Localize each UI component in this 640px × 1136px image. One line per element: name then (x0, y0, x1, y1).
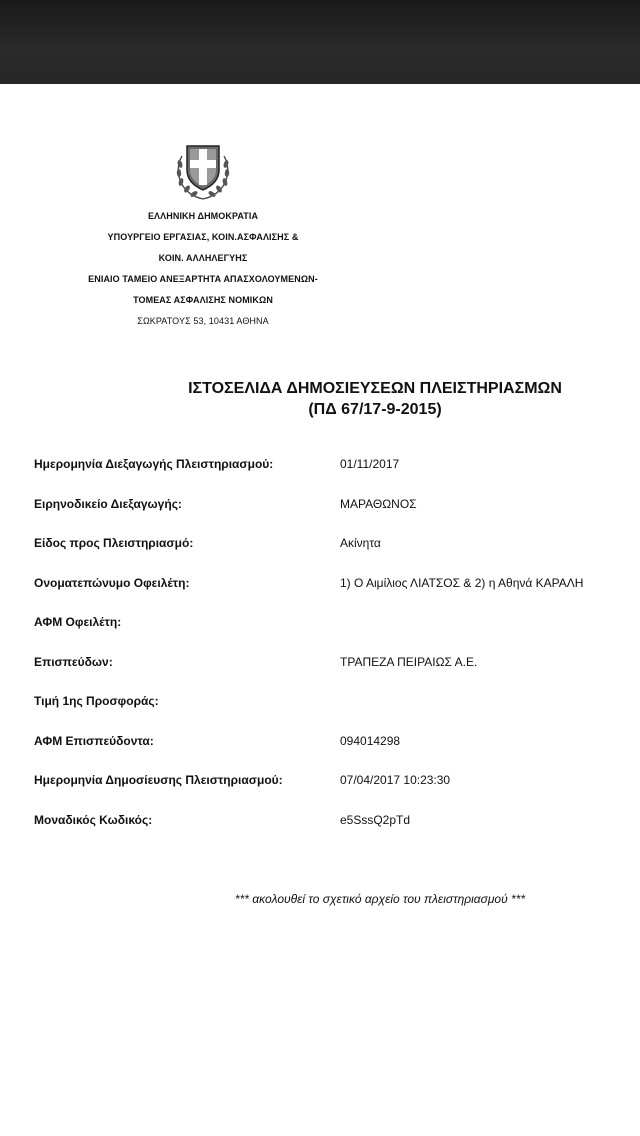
detail-row (34, 493, 624, 533)
detail-value: 1) Ο Αιμίλιος ΛΙΑΤΣΟΣ & 2) η Αθηνά ΚΑΡΑΛΗ (340, 575, 584, 590)
page-title (150, 378, 600, 420)
detail-value: Ακίνητα (340, 536, 381, 550)
detail-row (34, 769, 624, 809)
agency-line: ΕΛΛΗΝΙΚΗ ΔΗΜΟΚΡΑΤΙΑ (147, 211, 259, 221)
detail-value: 094014298 (340, 733, 401, 748)
agency-line: ΚΟΙΝ. ΑΛΛΗΛΕΓΥΗΣ (158, 253, 248, 263)
auction-details (34, 453, 624, 848)
detail-label: Μοναδικός Κωδικός: (34, 812, 153, 827)
agency-header (80, 206, 326, 332)
footer-note: *** ακολουθεί το σχετικό αρχείο του πλειστηριασμού *** (234, 892, 526, 906)
detail-label: Επισπεύδων: (34, 654, 113, 669)
detail-row (34, 611, 624, 651)
detail-label: Είδος προς Πλειστηριασμό: (34, 536, 194, 550)
document-page (0, 84, 640, 1136)
detail-row (34, 453, 624, 493)
agency-address: ΣΩΚΡΑΤΟΥΣ 53, 10431 ΑΘΗΝΑ (137, 316, 269, 326)
detail-row (34, 651, 624, 691)
detail-row (34, 532, 624, 572)
detail-value: ΤΡΑΠΕΖΑ ΠΕΙΡΑΙΩΣ Α.Ε. (340, 654, 478, 669)
detail-label: Ημερομηνία Διεξαγωγής Πλειστηριασμού: (34, 457, 274, 471)
detail-row (34, 572, 624, 612)
detail-label: Ημερομηνία Δημοσίευσης Πλειστηριασμού: (34, 773, 283, 787)
agency-line: ΥΠΟΥΡΓΕΙΟ ΕΡΓΑΣΙΑΣ, ΚΟΙΝ.ΑΣΦΑΛΙΣΗΣ & (107, 232, 299, 242)
top-status-bar (0, 0, 640, 84)
agency-line: ΕΝΙΑΙΟ ΤΑΜΕΙΟ ΑΝΕΞΑΡΤΗΤΑ ΑΠΑΣΧΟΛΟΥΜΕΝΩΝ- (88, 274, 318, 284)
detail-value: e5SssQ2pTd (340, 812, 411, 827)
page-title-line2: (ΠΔ 67/17-9-2015) (308, 401, 442, 418)
detail-value: 07/04/2017 10:23:30 (340, 773, 451, 787)
detail-value: 01/11/2017 (340, 457, 400, 471)
detail-label: ΑΦΜ Οφειλέτη: (34, 615, 122, 629)
detail-row (34, 809, 624, 849)
page-title-line1: ΙΣΤΟΣΕΛΙΔΑ ΔΗΜΟΣΙΕΥΣΕΩΝ ΠΛΕΙΣΤΗΡΙΑΣΜΩΝ (188, 380, 562, 397)
detail-row (34, 730, 624, 770)
detail-value: ΜΑΡΑΘΩΝΟΣ (340, 496, 417, 511)
detail-label: Ονοματεπώνυμο Οφειλέτη: (34, 575, 190, 590)
detail-label: Ειρηνοδικείο Διεξαγωγής: (34, 496, 182, 511)
detail-row (34, 690, 624, 730)
greek-coat-of-arms-icon (168, 134, 238, 204)
detail-label: ΑΦΜ Επισπεύδοντα: (34, 733, 154, 748)
detail-label: Τιμή 1ης Προσφοράς: (34, 694, 159, 708)
agency-line: ΤΟΜΕΑΣ ΑΣΦΑΛΙΣΗΣ ΝΟΜΙΚΩΝ (133, 295, 273, 305)
